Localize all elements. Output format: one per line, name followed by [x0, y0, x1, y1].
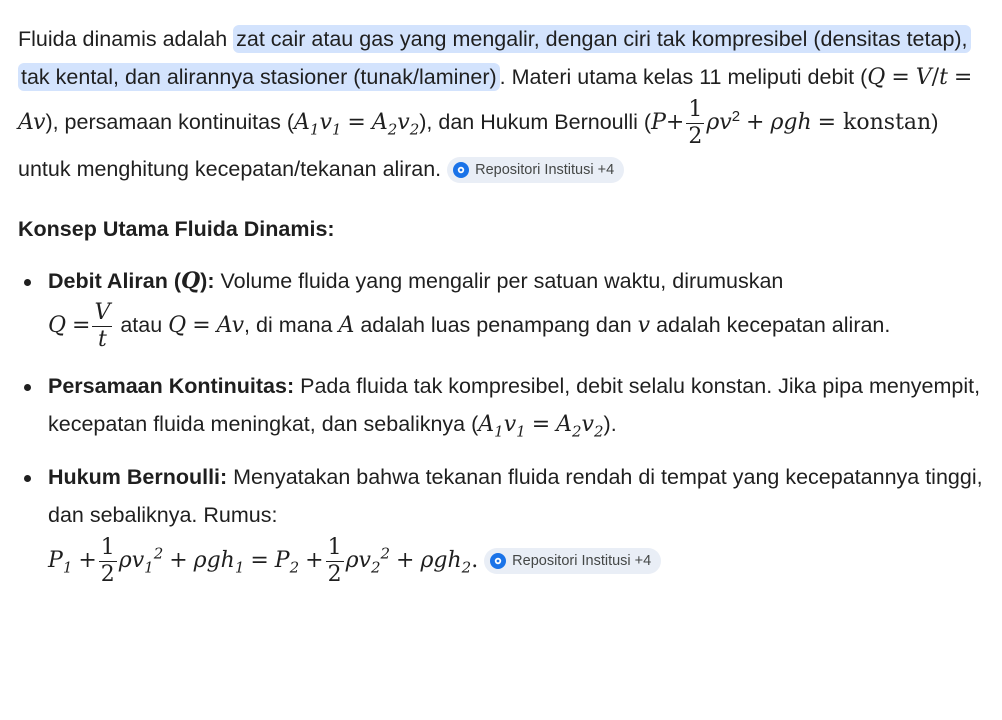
list-item: Debit Aliran (Q): Volume fluida yang mengalir per satuan waktu, dirumuskan Q = $\frac{V}{t}$ atau Q = Av, di mana A adalah luas penampang dan v adalah kecepatan aliran.	[48, 262, 984, 353]
item-title: Debit Aliran (Q):	[48, 268, 215, 294]
highlighted-definition[interactable]: zat cair atau gas yang mengalir, dengan ciri tak kompresibel (densitas tetap), tak kental, dan alirannya stasioner (tunak/laminer)	[18, 25, 971, 91]
intro-text-1: Fluida dinamis adalah	[18, 27, 234, 51]
formula-continuity: $A_1v_1$	[294, 110, 342, 139]
source-chip-label: Repositori Institusi +4	[475, 162, 615, 179]
formula-debit: Q	[867, 65, 886, 90]
source-chip[interactable]	[447, 157, 624, 183]
institution-icon	[490, 553, 506, 569]
item-text: Menyatakan bahwa tekanan fluida rendah di tempat yang kecepatannya tinggi, dan sebaliknya. Rumus:	[48, 465, 983, 527]
formula-fraction: $\frac{V}{t}$	[94, 300, 111, 352]
intro-text-4: ), dan Hukum Bernoulli (	[419, 110, 652, 135]
section-title: Konsep Utama Fluida Dinamis:	[18, 217, 335, 241]
list-item	[48, 458, 984, 588]
intro-paragraph: Fluida dinamis adalah zat cair atau gas yang mengalir, dengan ciri tak kompresibel (densitas tetap), tak kental, dan alirannya stasioner (tunak/laminer) . Materi utama kelas 11 meliputi debit (Q = V/t = Av), persamaan kontinuitas $(A_1v_1 = A_2v_2)$, dan Hukum Bernoulli (P+ $\frac{1}{2}$ $\rho v^2 + \rho gh$ = konstan) untuk menghitung kecepatan/tekanan aliran. Repositori Institusi +4	[18, 20, 984, 188]
item-text: Pada fluida tak kompresibel, debit selalu konstan. Jika pipa menyempit, kecepatan fluida meningkat, dan sebaliknya (	[48, 374, 981, 436]
source-chip-label: Repositori Institusi +4	[512, 553, 652, 570]
formula-bernoulli-inline: P	[651, 110, 666, 136]
item-title: Hukum Bernoulli:	[48, 465, 228, 489]
formula-bernoulli: $P_1$ + $\frac{1}{2}$ $\rho v_1^2 + \rho gh_1 = P_2$ + $\frac{1}{2}$ $\rho v_2^2 + \rho gh_2$.	[48, 534, 479, 587]
source-chip[interactable]	[484, 548, 661, 574]
item-title: Persamaan Kontinuitas:	[48, 374, 295, 398]
institution-icon	[453, 162, 469, 178]
list-item: Persamaan Kontinuitas: Pada fluida tak kompresibel, debit selalu konstan. Jika pipa menyempit, kecepatan fluida meningkat, dan sebaliknya $(A_1v_1 = A_2v_2)$.	[48, 367, 984, 444]
intro-text-3: ), persamaan kontinuitas (	[45, 110, 294, 135]
intro-text-2: . Materi utama kelas 11 meliputi debit (	[499, 65, 868, 89]
item-text: Volume fluida yang mengalir per satuan waktu, dirumuskan	[214, 269, 784, 293]
intro-text-5: ) untuk menghitung kecepatan/tekanan aliran.	[18, 110, 939, 181]
concept-list	[18, 262, 984, 588]
